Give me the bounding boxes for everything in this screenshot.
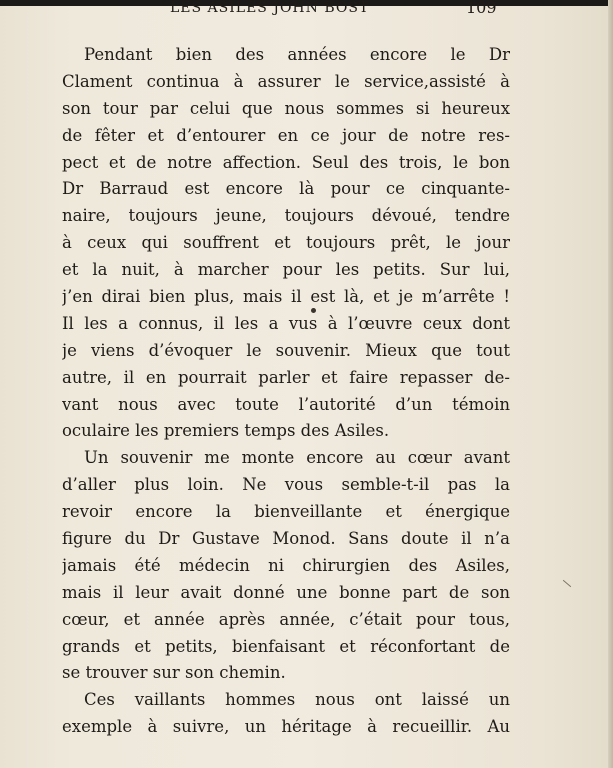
text-line: je viens d’évoquer le souvenir. Mieux que tout bbox=[62, 340, 510, 360]
text-line: Clament continua à assurer le service,assisté à bbox=[62, 71, 510, 91]
body-text bbox=[62, 42, 510, 741]
page-number: 109 bbox=[466, 0, 497, 17]
text-line: Ces vaillants hommes nous ont laissé un bbox=[84, 690, 510, 710]
page-right-edge bbox=[608, 0, 613, 768]
text-line: mais il leur avait donné une bonne part de son bbox=[62, 582, 510, 602]
text-line: à ceux qui souffrent et toujours prêt, le jour bbox=[62, 233, 510, 253]
text-line: Il les a connus, il les a vus à l’œuvre ceux dont bbox=[62, 313, 510, 333]
text-line: oculaire les premiers temps des Asiles. bbox=[62, 421, 390, 441]
text-line: et la nuit, à marcher pour les petits. Sur lui, bbox=[62, 260, 510, 280]
text-line: vant nous avec toute l’autorité d’un témoin bbox=[62, 394, 510, 414]
text-line: son tour par celui que nous sommes si heureux bbox=[62, 98, 510, 118]
running-head: LES ASILES JOHN BOST bbox=[170, 0, 370, 16]
text-line: autre, il en pourrait parler et faire repasser de- bbox=[62, 367, 510, 387]
text-line: figure du Dr Gustave Monod. Sans doute il n’a bbox=[62, 529, 510, 549]
text-line: exemple à suivre, un héritage à recueillir. Au bbox=[62, 717, 510, 737]
text-line: Dr Barraud est encore là pour ce cinquante- bbox=[62, 179, 510, 199]
ink-speck bbox=[311, 308, 316, 313]
text-line: j’en dirai bien plus, mais il est là, et je m’arrête ! bbox=[62, 287, 510, 307]
text-line: cœur, et année après année, c’était pour tous, bbox=[62, 609, 510, 629]
text-line: Pendant bien des années encore le Dr bbox=[84, 45, 510, 64]
text-line: se trouver sur son chemin. bbox=[62, 663, 286, 683]
text-line: d’aller plus loin. Ne vous semble-t-il pas la bbox=[62, 475, 510, 495]
page-header bbox=[0, 0, 613, 20]
paper-scratch bbox=[563, 580, 571, 587]
text-line: grands et petits, bienfaisant et réconfortant de bbox=[62, 636, 510, 656]
text-line: naire, toujours jeune, toujours dévoué, tendre bbox=[62, 206, 510, 226]
text-line: de fêter et d’entourer en ce jour de notre res- bbox=[62, 125, 510, 145]
text-line: pect et de notre affection. Seul des trois, le bon bbox=[62, 152, 510, 172]
text-line: Un souvenir me monte encore au cœur avant bbox=[84, 448, 510, 468]
text-line: revoir encore la bienveillante et énergique bbox=[62, 502, 510, 522]
text-line: jamais été médecin ni chirurgien des Asiles, bbox=[62, 555, 510, 575]
